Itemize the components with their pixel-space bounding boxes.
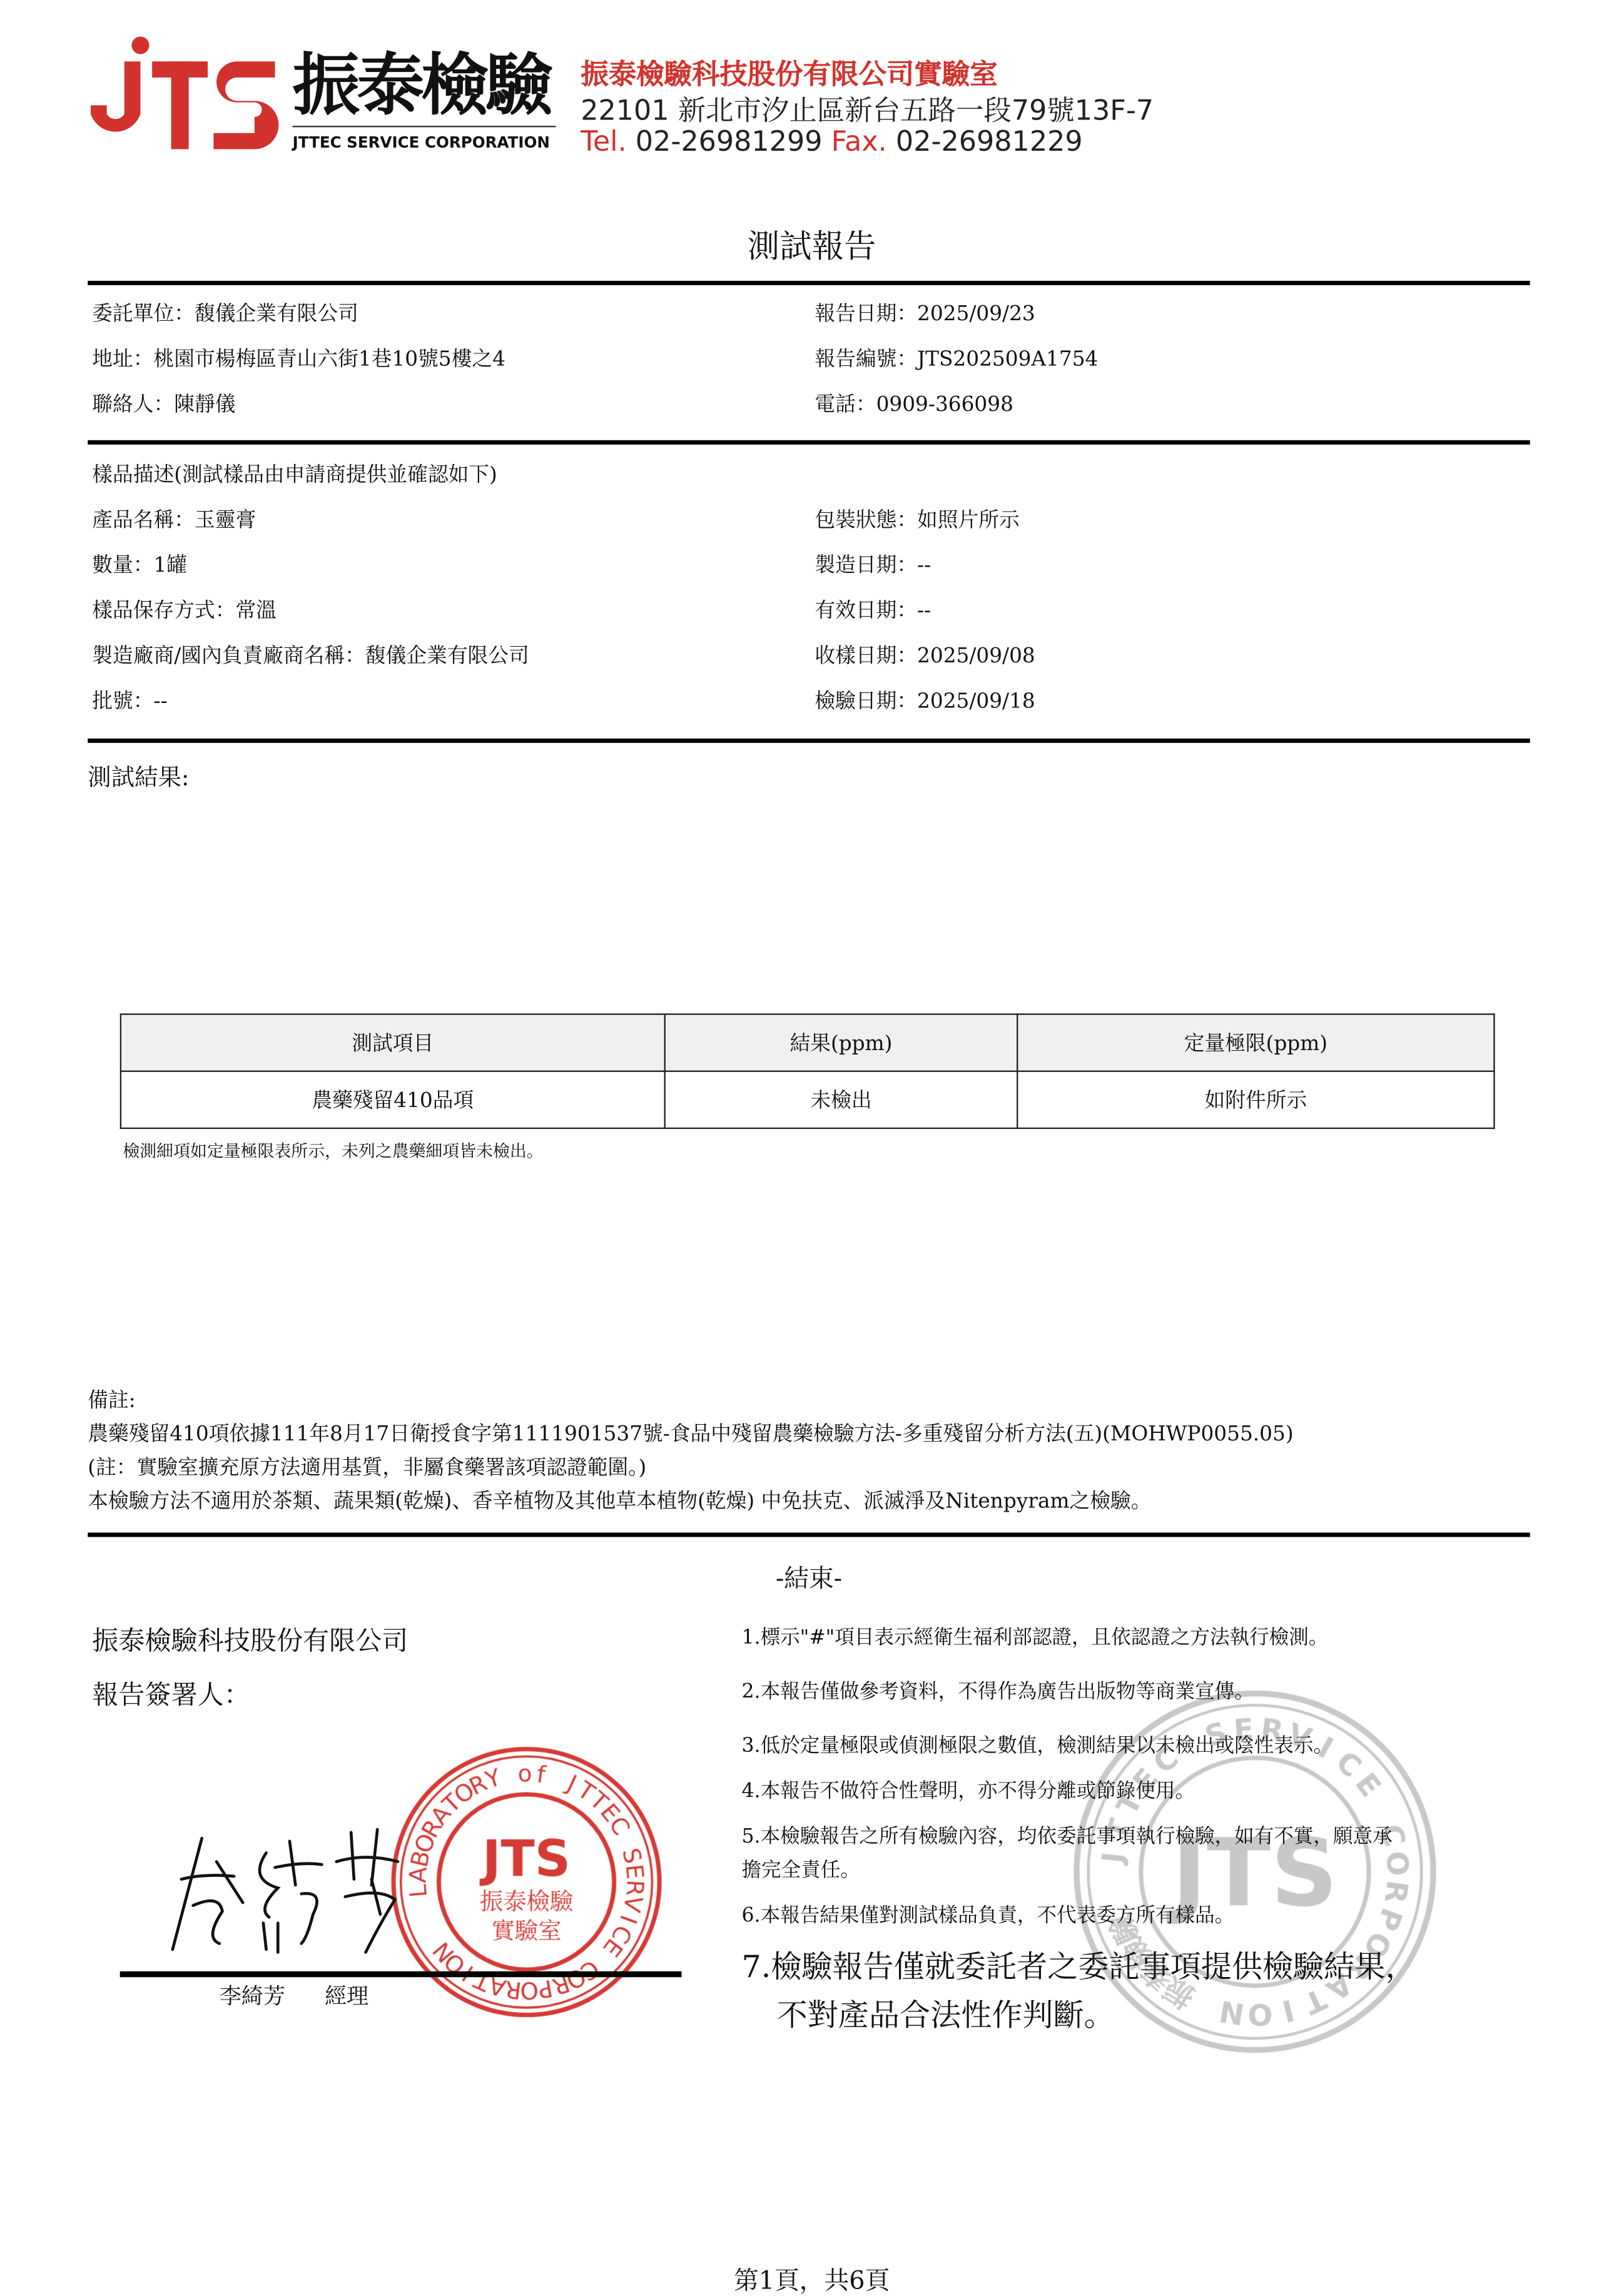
page-number: 第1頁，共6頁	[734, 2267, 890, 2296]
sample-field: 樣品保存方式：常溫	[92, 599, 277, 624]
report-number: 報告編號：JTS202509A1754	[815, 348, 1099, 372]
sample-field: 產品名稱：玉靈膏	[92, 508, 256, 533]
tel-label: Tel.	[581, 126, 627, 158]
column-header: 定量極限(ppm)	[1017, 1014, 1494, 1071]
results-table	[120, 1013, 1495, 1129]
report-title: 測試報告	[747, 230, 876, 266]
brand-cn: 振泰檢驗	[292, 45, 551, 124]
term-item: 不對產品合法性作判斷。	[776, 1997, 1115, 2033]
client-contact: 聯絡人：陳靜儀	[92, 393, 236, 417]
fax: 02-26981229	[895, 126, 1083, 158]
signer-label: 報告簽署人：	[92, 1680, 250, 1711]
sample-field: 數量：1罐	[92, 554, 188, 578]
divider	[88, 739, 1530, 743]
signature	[161, 1821, 454, 1967]
sample-field: 檢驗日期：2025/09/18	[815, 690, 1035, 714]
table-header-row	[121, 1014, 1495, 1071]
client-address: 地址：桃園市楊梅區青山六街1巷10號5樓之4	[92, 348, 505, 372]
signer-name: 李綺芳	[219, 1983, 285, 2010]
term-item: 7.檢驗報告僅就委託者之委託事項提供檢驗結果，	[741, 1949, 1416, 1985]
term-item: 3.低於定量極限或偵測極限之數值，檢測結果以未檢出或陰性表示。	[741, 1734, 1334, 1758]
term-item: 1.標示"#"項目表示經衛生福利部認證，且依認證之方法執行檢測。	[741, 1626, 1329, 1650]
company-contact	[581, 126, 1082, 158]
report-date: 報告日期：2025/09/23	[815, 303, 1035, 326]
signer-title: 經理	[325, 1983, 369, 2010]
table-cell: 農藥殘留410品項	[121, 1071, 665, 1128]
company-name: 振泰檢驗科技股份有限公司實驗室	[581, 58, 998, 91]
results-note: 檢測細項如定量極限表所示，未列之農藥細項皆未檢出。	[123, 1140, 544, 1161]
company-address: 22101 新北市汐止區新台五路一段79號13F-7	[581, 94, 1154, 128]
table-cell: 未檢出	[665, 1071, 1018, 1128]
remark-line: 本檢驗方法不適用於茶類、蔬果類(乾燥)、香辛植物及其他草本植物(乾燥) 中免扶克、派滅淨及Nitenpyram之檢驗。	[88, 1490, 1152, 1514]
tel: 02-26981299	[635, 126, 823, 158]
sample-field: 有效日期：--	[815, 599, 931, 624]
brand-en: JTTEC SERVICE CORPORATION	[292, 134, 550, 153]
client-name: 委託單位：馥儀企業有限公司	[92, 303, 358, 326]
term-item: 5.本檢驗報告之所有檢驗內容，均依委託事項執行檢驗，如有不實，願意承	[741, 1825, 1393, 1849]
divider	[88, 281, 1530, 285]
jts-logo	[88, 29, 281, 155]
client-phone: 電話：0909-366098	[815, 393, 1013, 417]
end-mark: -結束-	[775, 1564, 843, 1594]
remarks-heading: 備註:	[88, 1389, 136, 1413]
sample-field: 製造廠商/國內負責廠商名稱：馥儀企業有限公司	[92, 645, 529, 669]
column-header: 測試項目	[121, 1014, 665, 1071]
term-item: 擔完全責任。	[741, 1858, 860, 1883]
term-item: 4.本報告不做符合性聲明，亦不得分離或節錄使用。	[741, 1779, 1195, 1804]
remark-line: 農藥殘留410項依據111年8月17日衛授食字第1111901537號-食品中殘留農藥檢驗方法-多重殘留分析方法(五)(MOHWP0055.05)	[88, 1423, 1294, 1447]
fax-label: Fax.	[831, 126, 887, 158]
table-cell: 如附件所示	[1017, 1071, 1494, 1128]
term-item: 6.本報告結果僅對測試樣品負責，不代表委方所有樣品。	[741, 1904, 1235, 1928]
brand-divider	[293, 126, 556, 127]
column-header: 結果(ppm)	[665, 1014, 1018, 1071]
sample-heading: 樣品描述(測試樣品由申請商提供並確認如下)	[92, 463, 497, 487]
signoff-company: 振泰檢驗科技股份有限公司	[92, 1626, 409, 1657]
term-item: 2.本報告僅做參考資料，不得作為廣告出版物等商業宣傳。	[741, 1680, 1254, 1704]
sample-field: 製造日期：--	[815, 554, 931, 578]
divider	[88, 1532, 1530, 1537]
sample-field: 批號：--	[92, 690, 168, 714]
table-row	[121, 1071, 1495, 1128]
sample-field: 收樣日期：2025/09/08	[815, 645, 1035, 669]
signature-line	[120, 1971, 682, 1977]
sample-field: 包裝狀態：如照片所示	[815, 508, 1020, 533]
remark-line: (註：實驗室擴充原方法適用基質，非屬食藥署該項認證範圍。)	[88, 1456, 647, 1480]
divider	[88, 440, 1530, 445]
results-heading: 測試結果:	[88, 763, 190, 791]
